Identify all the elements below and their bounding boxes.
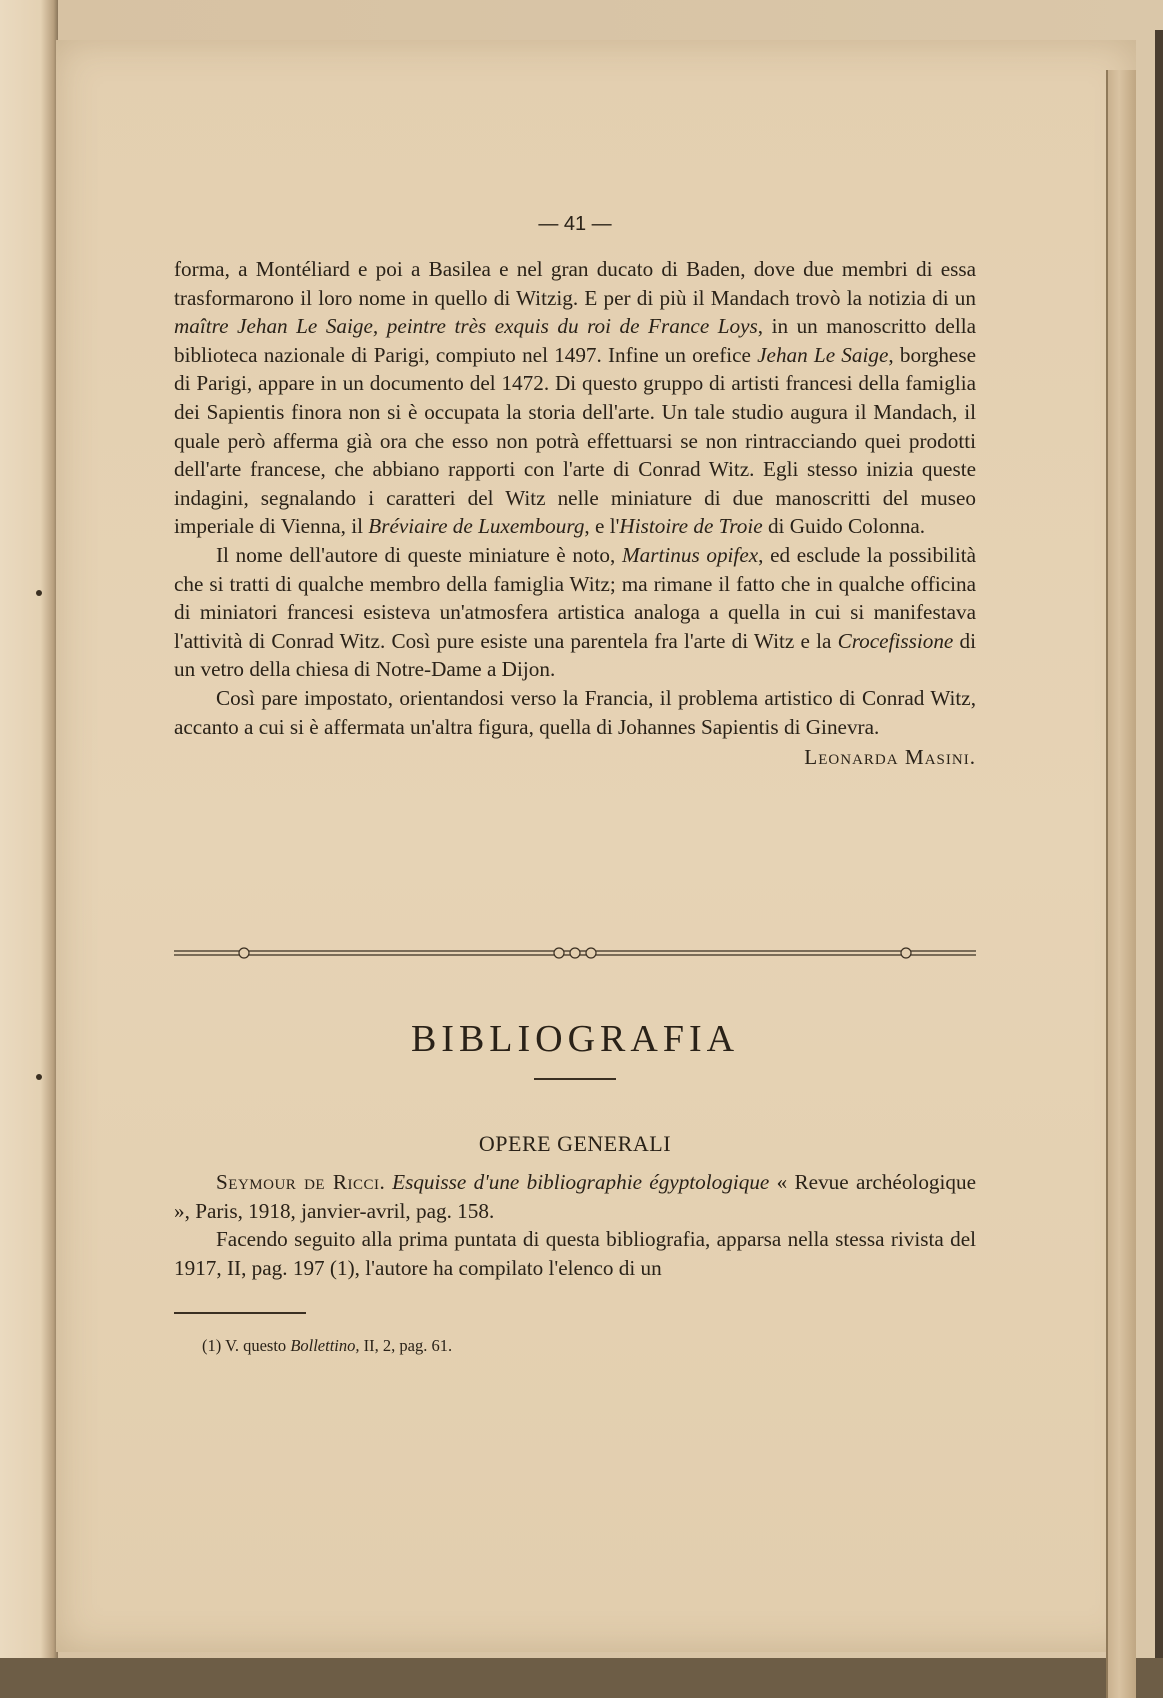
footnote: [202, 1332, 452, 1361]
text-run: di un vetro della chiesa di Notre-Dame a Dijon.: [174, 628, 976, 682]
bibliography-heading: BIBLIOGRAFIA: [410, 1018, 740, 1060]
italic-text: maître Jehan Le Saige, peintre très exquis du roi de France Loys: [174, 314, 758, 339]
margin-mark: [36, 1074, 42, 1080]
text-run: « Revue archéologique », Paris, 1918, janvier-avril, pag. 158.: [174, 1170, 976, 1223]
paragraph: [174, 684, 976, 741]
page-edge: [1106, 70, 1136, 1698]
bibliography-entry: [174, 1168, 976, 1225]
text-run: forma, a Montéliard e poi a Basilea e nel gran ducato di Baden, dove due membri di essa trasformarono il loro nome in quello di Witzig. E per di più il Mandach trovò la notizia di un: [174, 257, 976, 310]
text-run: Facendo seguito alla prima puntata di questa bibliografia, apparsa nella stessa rivista del 1917, II, pag. 197 (1), l'autore ha compilato l'elenco di un: [174, 1227, 976, 1280]
text-run: .: [379, 1170, 393, 1194]
text-run: , borghese di Parigi, appare in un documento del 1472. Di questo gruppo di artisti francesi della famiglia dei Sapientis finora non si è occupata la storia dell'arte. Un tale studio augura il Mandach, il quale però afferma già ora che esso non potrà effettuarsi se non rintracciando quei prodotti dell'arte francese, che abbiano rapporti con l'arte di Conrad Witz. Egli stesso inizia queste indagini, segnalando i caratteri del Witz nelle miniature di due manoscritti del museo imperiale di Vienna, il: [174, 342, 976, 539]
italic-text: Martinus opifex: [622, 542, 759, 567]
italic-text: Jehan Le Saige: [757, 342, 889, 367]
italic-text: Esquisse d'une bibliographie égyptologique: [392, 1170, 770, 1194]
section-heading: OPERE GENERALI: [478, 1131, 672, 1156]
text-run: II, 2, pag. 61.: [359, 1336, 453, 1355]
margin-mark: [36, 590, 42, 596]
text-run: (1) V. questo: [202, 1336, 291, 1355]
italic-text: Histoire de Troie: [619, 514, 763, 539]
paragraph: [174, 541, 976, 684]
book-edge: [1155, 30, 1163, 1658]
italic-text: Crocefissione: [837, 628, 954, 653]
bibliography-entries: [174, 1168, 976, 1282]
bibliography-entry: [174, 1225, 976, 1282]
author-signature: Leonarda Masini.: [804, 745, 976, 770]
scanned-page: [56, 40, 1136, 1652]
italic-text: Bollettino,: [290, 1336, 360, 1355]
heading-rule: [534, 1078, 616, 1080]
paragraph: [174, 255, 976, 541]
text-run: , in un manoscritto della biblioteca nazionale di Parigi, compiuto nel 1497. Infine un orefice: [174, 314, 976, 367]
text-run: Il nome dell'autore di queste miniature è noto,: [216, 542, 622, 567]
previous-page-edge: [0, 0, 58, 1658]
text-run: , ed esclude la possibilità che si tratti di qualche membro della famiglia Witz; ma rimane il fatto che in qualche officina di miniatori francesi esisteva un'atmosfera artistica analoga a quella in cui si manifestava l'attività di Conrad Witz. Così pure esiste una parentela fra l'arte di Witz e la: [174, 542, 976, 653]
text-run: di Guido Colonna.: [762, 514, 926, 539]
page-number: — 41 —: [538, 213, 612, 235]
text-run: Così pare impostato, orientandosi verso la Francia, il problema artistico di Conrad Witz, accanto a cui si è affermata un'altra figura, quella di Johannes Sapientis di Ginevra.: [174, 685, 976, 739]
article-body: [174, 255, 976, 772]
author-name: Seymour de Ricci: [216, 1170, 380, 1194]
ornamental-divider: [174, 947, 976, 959]
italic-text: Bréviaire de Luxembourg: [368, 514, 585, 539]
article-paragraphs: [174, 255, 976, 741]
footnote-rule: [174, 1312, 306, 1314]
text-run: , e l': [584, 514, 620, 539]
